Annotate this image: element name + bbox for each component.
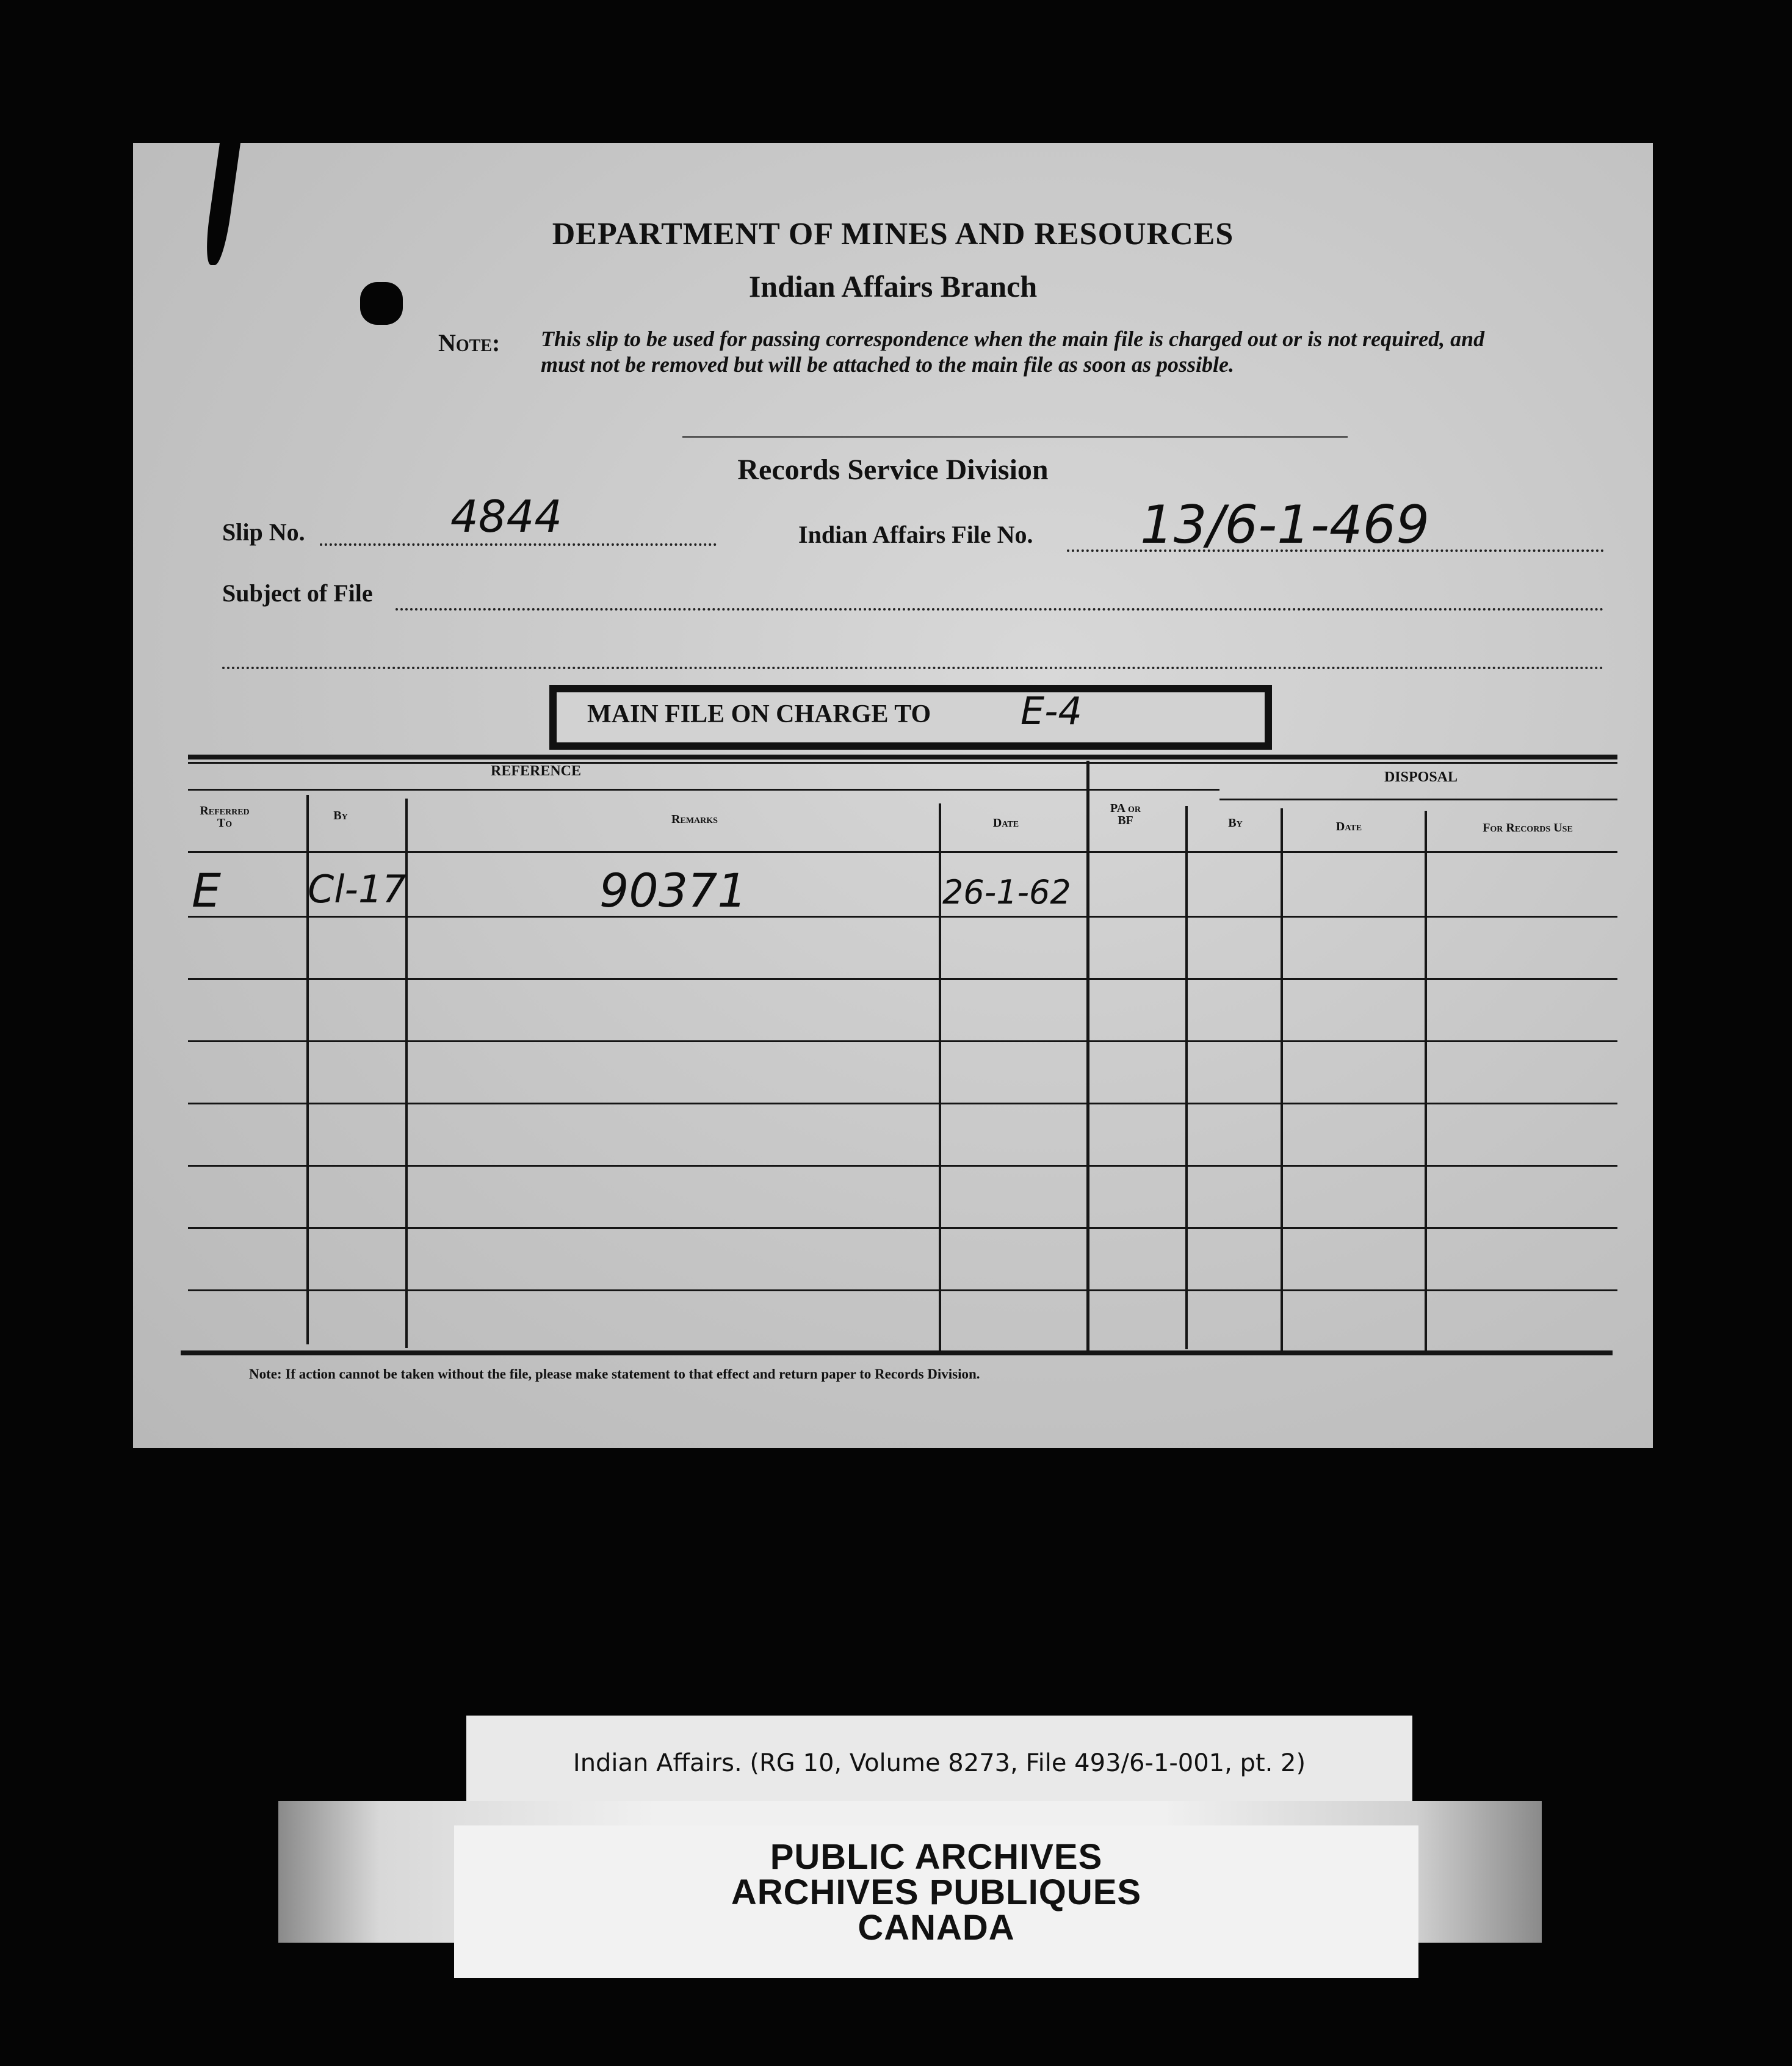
row-date: 26-1-62 — [942, 873, 1071, 912]
table-row-rule — [188, 916, 1617, 918]
charge-value: E-4 — [1021, 689, 1082, 733]
note-text: This slip to be used for passing correspondence when the main file is charged out or is not required, and must not be removed but will be attached to the main file as soon as possible. — [541, 327, 1485, 377]
stamp-line-2: ARCHIVES PUBLIQUES — [731, 1872, 1142, 1912]
division-title: Records Service Division — [737, 454, 1049, 486]
vrule-6 — [1281, 808, 1283, 1352]
vrule-7 — [1425, 811, 1427, 1352]
file-slip — [133, 143, 1653, 1448]
table-top-rule — [188, 755, 1617, 759]
main-file-charge-box — [549, 685, 1272, 750]
archive-citation — [466, 1716, 1412, 1811]
slip-no-label: Slip No. — [222, 518, 305, 546]
table-row-rule — [188, 851, 1617, 853]
reference-subheader-rule — [188, 789, 1219, 791]
divider-line — [682, 436, 1348, 438]
file-no-label: Indian Affairs File No. — [798, 521, 1033, 548]
note-label: Note: — [438, 329, 500, 357]
slip-no-line — [320, 543, 717, 546]
branch-title: Indian Affairs Branch — [748, 269, 1038, 303]
department-title: DEPARTMENT OF MINES AND RESOURCES — [552, 217, 1234, 252]
table-row-rule — [188, 1227, 1617, 1229]
subject-line-2 — [222, 667, 1604, 669]
subject-label: Subject of File — [222, 579, 373, 607]
vrule-4 — [1086, 761, 1089, 1353]
table-bottom-rule — [181, 1350, 1613, 1355]
table-row-rule — [188, 1040, 1617, 1042]
vrule-5 — [1185, 806, 1188, 1349]
reference-header: REFERENCE — [490, 763, 582, 779]
col-disposal-date: Date — [1335, 820, 1362, 833]
table-row-rule — [188, 1289, 1617, 1291]
citation-text: Indian Affairs. (RG 10, Volume 8273, File 493/6-1-001, pt. 2) — [573, 1749, 1306, 1777]
row-referred-to: E — [192, 863, 222, 918]
col-by: By — [333, 809, 348, 822]
disposal-subheader-rule — [1219, 799, 1617, 800]
vrule-3 — [939, 803, 941, 1350]
slip-no-value: 4844 — [450, 491, 563, 542]
col-date: Date — [992, 816, 1019, 830]
stamp-line-1: PUBLIC ARCHIVES — [770, 1837, 1103, 1877]
bottom-note: Note: If action cannot be taken without the file, please make statement to that effect and return paper to Records Division. — [249, 1366, 980, 1382]
file-no-value: 13/6-1-469 — [1140, 495, 1430, 556]
disposal-header: DISPOSAL — [1384, 769, 1458, 785]
stamp-line-3: CANADA — [858, 1908, 1015, 1948]
col-records-use: For Records Use — [1483, 821, 1573, 835]
row-by: Cl-17 — [308, 867, 406, 912]
col-remarks: Remarks — [671, 813, 718, 826]
subject-line-1 — [396, 608, 1604, 611]
table-row-rule — [188, 1165, 1617, 1167]
table-row-rule — [188, 1103, 1617, 1104]
col-pa-bf: PA or BF — [1110, 802, 1141, 827]
col-disposal-by: By — [1228, 816, 1243, 830]
charge-label: MAIN FILE ON CHARGE TO — [587, 700, 931, 728]
col-referred-to: Referred To — [200, 804, 250, 830]
table-top-rule-2 — [188, 762, 1617, 764]
table-row-rule — [188, 978, 1617, 980]
row-remarks: 90371 — [599, 863, 747, 918]
archive-stamp — [454, 1825, 1418, 1978]
